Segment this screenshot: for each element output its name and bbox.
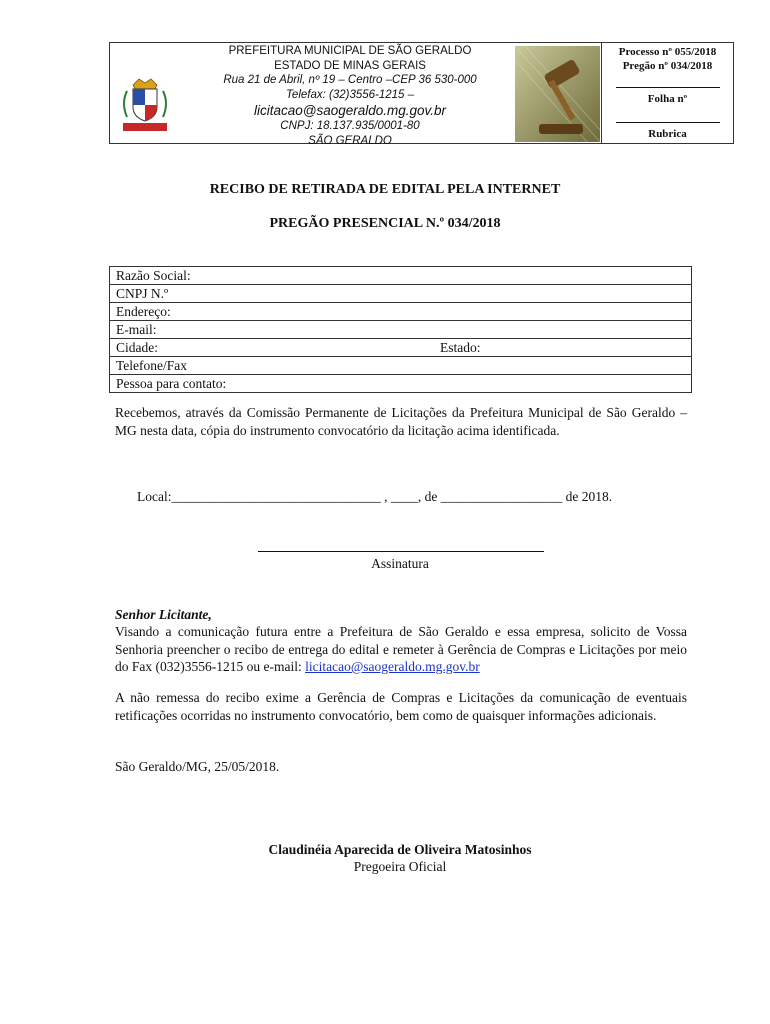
signature-line (258, 551, 544, 552)
signatory-name: Claudinéia Aparecida de Oliveira Matosinhos (268, 842, 532, 857)
document-header (109, 42, 734, 147)
folha-line (616, 77, 720, 88)
rubrica-label: Rubrica (648, 128, 687, 140)
local-date-line: Local:_______________________________ , ____, de __________________ de 2018. (137, 489, 613, 504)
org-cnpj: CNPJ: 18.137.935/0001-80 (280, 120, 420, 132)
page-title: RECIBO DE RETIRADA DE EDITAL PELA INTERNET (209, 182, 561, 197)
estado-label: Estado: (440, 340, 481, 355)
org-city: SÃO GERALDO (308, 134, 392, 147)
nao-remessa-paragraph: A não remessa do recibo exime a Gerência de Compras e Licitações da comunicação de eventuais retificações ocorridas no instrumento convocatório, bem como de quaisquer informações adicionais. (115, 690, 687, 723)
org-phone: Telefax: (32)3556-1215 – (285, 88, 415, 101)
processo-number: Processo nº 055/2018 (618, 46, 717, 58)
org-name: PREFEITURA MUNICIPAL DE SÃO GERALDO (228, 45, 472, 57)
assinatura-label: Assinatura (371, 556, 429, 571)
pregao-number: Pregão nº 034/2018 (622, 60, 713, 72)
telefone-field[interactable]: Telefone/Fax (110, 357, 691, 375)
contato-field[interactable]: Pessoa para contato: (116, 376, 227, 391)
document-date: São Geraldo/MG, 25/05/2018. (115, 759, 280, 774)
contact-email-link[interactable]: licitacao@saogeraldo.mg.gov.br (305, 659, 480, 674)
recebemos-paragraph: Recebemos, através da Comissão Permanente de Licitações da Prefeitura Municipal de São Geraldo – MG nesta data, cópia do instrumento convocatório da licitação acima identificada. (115, 405, 687, 438)
rubrica-line (616, 112, 720, 123)
supplier-form (109, 266, 692, 393)
visando-paragraph (115, 623, 687, 676)
gavel-icon (515, 46, 600, 142)
state-name: ESTADO DE MINAS GERAIS (274, 59, 426, 72)
signatory-role: Pregoeira Oficial (353, 859, 447, 874)
visando-text: Visando a comunicação futura entre a Prefeitura de São Geraldo e essa empresa, solicito de Vossa Senhoria preencher o recibo de entrega do edital e remeter à Gerência de Compras e Licitações por meio do Fax (032)3556-1215 ou e-mail: (115, 624, 687, 674)
endereco-field[interactable]: Endereço: (110, 303, 691, 321)
process-info (602, 45, 733, 141)
municipal-crest-icon (113, 73, 177, 135)
razao-social-field[interactable]: Razão Social: (110, 267, 691, 285)
org-email: licitacao@saogeraldo.mg.gov.br (253, 103, 447, 118)
page-subtitle: PREGÃO PRESENCIAL N.º 034/2018 (269, 216, 501, 231)
cidade-estado-row[interactable] (110, 339, 691, 357)
senhor-licitante: Senhor Licitante, (115, 607, 212, 622)
org-address: Rua 21 de Abril, nº 19 – Centro –CEP 36 530-000 (223, 74, 477, 86)
folha-label: Folha nº (647, 93, 688, 105)
cidade-label: Cidade: (116, 340, 158, 355)
header-org-info (200, 44, 500, 148)
email-field[interactable]: E-mail: (110, 321, 691, 339)
cnpj-field[interactable]: CNPJ N.º (110, 285, 691, 303)
